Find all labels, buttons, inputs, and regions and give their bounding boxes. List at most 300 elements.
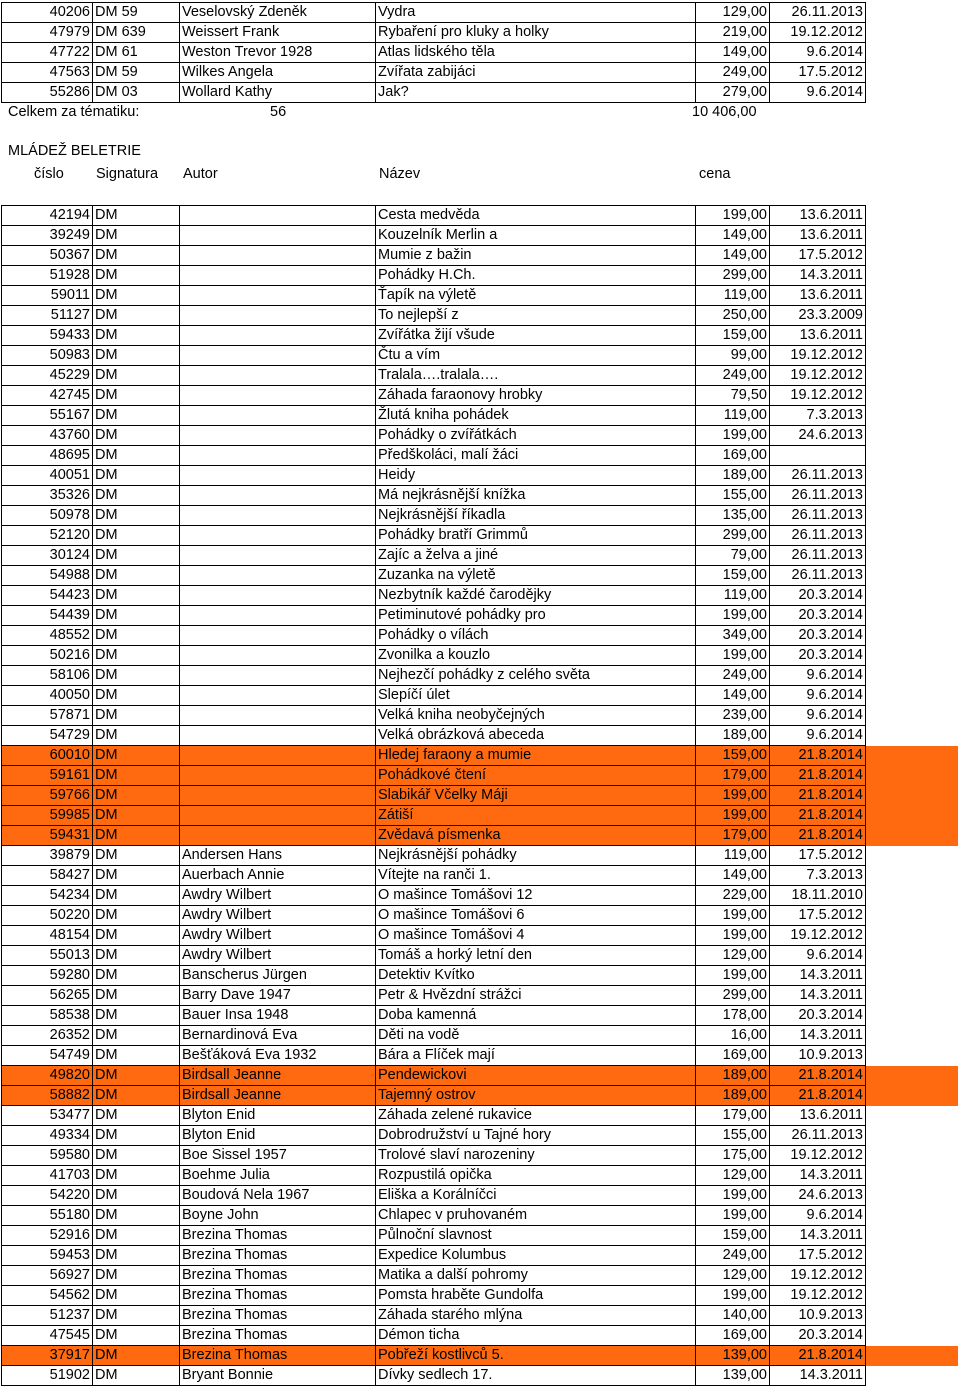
cell-signatura: DM: [93, 506, 180, 526]
cell-autor: Awdry Wilbert: [180, 886, 376, 906]
cell-cena: 129,00: [696, 1166, 770, 1186]
cell-cena: 159,00: [696, 746, 770, 766]
cell-nazev: To nejlepší z: [376, 306, 696, 326]
cell-datum: 17.5.2012: [770, 846, 866, 866]
cell-cislo: 50220: [2, 906, 93, 926]
cell-cislo: 51902: [2, 1366, 93, 1386]
table-row: [2, 1366, 958, 1386]
cell-cislo: 52916: [2, 1226, 93, 1246]
cell-nazev: Slepíčí úlet: [376, 686, 696, 706]
table-row: [2, 846, 958, 866]
cell-cena: 119,00: [696, 406, 770, 426]
cell-autor: [180, 286, 376, 306]
cell-cislo: 55180: [2, 1206, 93, 1226]
cell-datum: 9.6.2014: [770, 726, 866, 746]
cell-nazev: Velká obrázková abeceda: [376, 726, 696, 746]
cell-nazev: Matika a další pohromy: [376, 1266, 696, 1286]
cell-cena: 79,50: [696, 386, 770, 406]
cell-cena: 189,00: [696, 466, 770, 486]
cell-signatura: DM: [93, 1266, 180, 1286]
cell-datum: 21.8.2014: [770, 826, 866, 846]
cell-signatura: DM: [93, 1006, 180, 1026]
cell-nazev: Pohádky H.Ch.: [376, 266, 696, 286]
cell-signatura: DM: [93, 1206, 180, 1226]
cell-datum: [770, 446, 866, 466]
cell-blank: [866, 726, 958, 746]
cell-nazev: Trolové slaví narozeniny: [376, 1146, 696, 1166]
cell-cislo: 58427: [2, 866, 93, 886]
table-row: [2, 966, 958, 986]
cell-autor: Brezina Thomas: [180, 1346, 376, 1366]
cell-nazev: Předškoláci, malí žáci: [376, 446, 696, 466]
cell-autor: [180, 566, 376, 586]
cell-autor: Blyton Enid: [180, 1106, 376, 1126]
books-table: [1, 205, 958, 1386]
cell-datum: 17.5.2012: [770, 246, 866, 266]
cell-datum: 19.12.2012: [770, 366, 866, 386]
cell-blank: [866, 1066, 958, 1086]
cell-nazev: Detektiv Kvítko: [376, 966, 696, 986]
cell-cislo: 56265: [2, 986, 93, 1006]
cell-blank: [866, 1126, 958, 1146]
cell-blank: [866, 806, 958, 826]
cell-blank: [866, 906, 958, 926]
cell-cena: 250,00: [696, 306, 770, 326]
cell-cislo: 55286: [2, 83, 93, 103]
cell-nazev: Slabikář Včelky Máji: [376, 786, 696, 806]
table-row: [2, 1086, 958, 1106]
cell-blank: [866, 946, 958, 966]
cell-cislo: 54220: [2, 1186, 93, 1206]
cell-autor: Weissert Frank: [180, 23, 376, 43]
cell-autor: Brezina Thomas: [180, 1286, 376, 1306]
cell-cena: 199,00: [696, 966, 770, 986]
table-row: [2, 1306, 958, 1326]
cell-datum: 10.9.2013: [770, 1046, 866, 1066]
cell-datum: 9.6.2014: [770, 666, 866, 686]
cell-autor: [180, 346, 376, 366]
table-row: [2, 446, 958, 466]
cell-nazev: Pohádkové čtení: [376, 766, 696, 786]
cell-cislo: 60010: [2, 746, 93, 766]
cell-cislo: 55013: [2, 946, 93, 966]
cell-nazev: Eliška a Korálníčci: [376, 1186, 696, 1206]
cell-nazev: Velká kniha neobyčejných: [376, 706, 696, 726]
cell-cena: 178,00: [696, 1006, 770, 1026]
cell-blank: [866, 446, 958, 466]
cell-autor: Birdsall Jeanne: [180, 1086, 376, 1106]
table-row: [2, 486, 958, 506]
cell-datum: 21.8.2014: [770, 1346, 866, 1366]
cell-blank: [866, 23, 958, 43]
cell-cislo: 54749: [2, 1046, 93, 1066]
cell-autor: Andersen Hans: [180, 846, 376, 866]
cell-cena: 169,00: [696, 1046, 770, 1066]
table-row: [2, 1066, 958, 1086]
cell-cislo: 59580: [2, 1146, 93, 1166]
cell-blank: [866, 1086, 958, 1106]
cell-blank: [866, 1166, 958, 1186]
cell-cislo: 41703: [2, 1166, 93, 1186]
cell-cislo: 47563: [2, 63, 93, 83]
cell-autor: [180, 306, 376, 326]
cell-datum: 21.8.2014: [770, 806, 866, 826]
cell-blank: [866, 1186, 958, 1206]
cell-cislo: 53477: [2, 1106, 93, 1126]
cell-cena: 249,00: [696, 1246, 770, 1266]
cell-nazev: Pohádky o zvířátkách: [376, 426, 696, 446]
cell-blank: [866, 1106, 958, 1126]
cell-datum: 26.11.2013: [770, 526, 866, 546]
cell-blank: [866, 43, 958, 63]
table-row: [2, 346, 958, 366]
table-row: [2, 406, 958, 426]
cell-autor: [180, 726, 376, 746]
cell-autor: Brezina Thomas: [180, 1306, 376, 1326]
cell-cislo: 58106: [2, 666, 93, 686]
cell-cislo: 59011: [2, 286, 93, 306]
table-row: [2, 606, 958, 626]
table-row: [2, 686, 958, 706]
cell-datum: 26.11.2013: [770, 466, 866, 486]
cell-signatura: DM: [93, 1086, 180, 1106]
cell-cislo: 40051: [2, 466, 93, 486]
cell-autor: Bryant Bonnie: [180, 1366, 376, 1386]
cell-autor: Awdry Wilbert: [180, 906, 376, 926]
table-row: [2, 1226, 958, 1246]
cell-datum: 7.3.2013: [770, 866, 866, 886]
cell-signatura: DM 03: [93, 83, 180, 103]
cell-blank: [866, 1286, 958, 1306]
table-row: [2, 826, 958, 846]
cell-cena: 199,00: [696, 426, 770, 446]
cell-cena: 219,00: [696, 23, 770, 43]
cell-signatura: DM: [93, 1326, 180, 1346]
cell-nazev: Hledej faraony a mumie: [376, 746, 696, 766]
cell-blank: [866, 846, 958, 866]
cell-nazev: O mašince Tomášovi 12: [376, 886, 696, 906]
cell-signatura: DM: [93, 926, 180, 946]
cell-nazev: Má nejkrásnější knížka: [376, 486, 696, 506]
cell-signatura: DM: [93, 886, 180, 906]
cell-cena: 189,00: [696, 726, 770, 746]
cell-nazev: Dobrodružství u Tajné hory: [376, 1126, 696, 1146]
cell-cena: 99,00: [696, 346, 770, 366]
cell-cena: 119,00: [696, 286, 770, 306]
cell-signatura: DM: [93, 286, 180, 306]
cell-autor: [180, 606, 376, 626]
cell-cena: 299,00: [696, 526, 770, 546]
cell-signatura: DM: [93, 1106, 180, 1126]
cell-nazev: O mašince Tomášovi 4: [376, 926, 696, 946]
cell-cena: 149,00: [696, 246, 770, 266]
cell-blank: [866, 706, 958, 726]
summary-count: 56: [270, 104, 287, 120]
cell-cena: 129,00: [696, 946, 770, 966]
cell-signatura: DM: [93, 386, 180, 406]
cell-nazev: Nejhezčí pohádky z celého světa: [376, 666, 696, 686]
cell-cislo: 59433: [2, 326, 93, 346]
table-row: [2, 1206, 958, 1226]
cell-cislo: 57871: [2, 706, 93, 726]
cell-datum: 10.9.2013: [770, 1306, 866, 1326]
cell-autor: [180, 386, 376, 406]
cell-datum: 26.11.2013: [770, 566, 866, 586]
cell-autor: Auerbach Annie: [180, 866, 376, 886]
cell-datum: 20.3.2014: [770, 646, 866, 666]
cell-autor: [180, 226, 376, 246]
cell-cislo: 59431: [2, 826, 93, 846]
cell-cislo: 54562: [2, 1286, 93, 1306]
cell-nazev: Bára a Flíček mají: [376, 1046, 696, 1066]
cell-autor: [180, 426, 376, 446]
cell-cislo: 45229: [2, 366, 93, 386]
cell-blank: [866, 226, 958, 246]
cell-datum: 23.3.2009: [770, 306, 866, 326]
table-row: [2, 546, 958, 566]
cell-datum: 21.8.2014: [770, 1066, 866, 1086]
table-row: [2, 1026, 958, 1046]
table-row: [2, 526, 958, 546]
table-row: [2, 1246, 958, 1266]
cell-signatura: DM 61: [93, 43, 180, 63]
cell-autor: [180, 246, 376, 266]
cell-autor: Boyne John: [180, 1206, 376, 1226]
cell-datum: 13.6.2011: [770, 286, 866, 306]
top-table-body: [2, 3, 958, 103]
cell-datum: 19.12.2012: [770, 346, 866, 366]
cell-autor: [180, 766, 376, 786]
table-row: [2, 1286, 958, 1306]
header-nazev: Název: [379, 166, 421, 182]
table-row: [2, 806, 958, 826]
cell-signatura: DM: [93, 746, 180, 766]
cell-cislo: 50367: [2, 246, 93, 266]
table-row: [2, 1146, 958, 1166]
summary-label: Celkem za tématiku:: [8, 104, 140, 120]
cell-signatura: DM: [93, 446, 180, 466]
cell-cena: 199,00: [696, 926, 770, 946]
cell-blank: [866, 1346, 958, 1366]
cell-cena: 299,00: [696, 986, 770, 1006]
table-row: [2, 1046, 958, 1066]
table-row: [2, 1006, 958, 1026]
cell-nazev: Tajemný ostrov: [376, 1086, 696, 1106]
table-row: [2, 206, 958, 226]
cell-blank: [866, 606, 958, 626]
cell-datum: 14.3.2011: [770, 966, 866, 986]
table-row: [2, 666, 958, 686]
cell-datum: 14.3.2011: [770, 1166, 866, 1186]
cell-datum: 20.3.2014: [770, 1006, 866, 1026]
cell-blank: [866, 686, 958, 706]
cell-blank: [866, 766, 958, 786]
cell-datum: 18.11.2010: [770, 886, 866, 906]
cell-autor: [180, 826, 376, 846]
cell-autor: [180, 406, 376, 426]
table-row: [2, 386, 958, 406]
cell-nazev: Tralala….tralala….: [376, 366, 696, 386]
cell-blank: [866, 1226, 958, 1246]
cell-blank: [866, 1246, 958, 1266]
cell-cislo: 43760: [2, 426, 93, 446]
cell-signatura: DM: [93, 486, 180, 506]
cell-autor: [180, 526, 376, 546]
cell-signatura: DM: [93, 806, 180, 826]
cell-cislo: 59453: [2, 1246, 93, 1266]
cell-autor: [180, 446, 376, 466]
cell-signatura: DM: [93, 326, 180, 346]
cell-datum: 17.5.2012: [770, 63, 866, 83]
table-row: [2, 226, 958, 246]
cell-datum: 9.6.2014: [770, 83, 866, 103]
table-row: [2, 766, 958, 786]
section-title: MLÁDEŽ BELETRIE: [8, 143, 141, 159]
cell-datum: 21.8.2014: [770, 1086, 866, 1106]
summary-row: [8, 104, 768, 124]
cell-datum: 13.6.2011: [770, 226, 866, 246]
cell-datum: 19.12.2012: [770, 1286, 866, 1306]
cell-blank: [866, 586, 958, 606]
cell-nazev: Pohádky o vílách: [376, 626, 696, 646]
cell-autor: Brezina Thomas: [180, 1326, 376, 1346]
cell-datum: 9.6.2014: [770, 946, 866, 966]
cell-signatura: DM: [93, 706, 180, 726]
table-row: [2, 1346, 958, 1366]
cell-datum: 21.8.2014: [770, 746, 866, 766]
cell-datum: 14.3.2011: [770, 1026, 866, 1046]
cell-cislo: 47545: [2, 1326, 93, 1346]
cell-cislo: 49820: [2, 1066, 93, 1086]
cell-cislo: 48154: [2, 926, 93, 946]
cell-blank: [866, 83, 958, 103]
cell-nazev: Petr & Hvězdní strážci: [376, 986, 696, 1006]
cell-nazev: Pohádky bratří Grimmů: [376, 526, 696, 546]
table-row: [2, 786, 958, 806]
cell-cena: 249,00: [696, 366, 770, 386]
table-row: [2, 83, 958, 103]
table-row: [2, 506, 958, 526]
cell-datum: 20.3.2014: [770, 1326, 866, 1346]
cell-cena: 199,00: [696, 786, 770, 806]
cell-signatura: DM: [93, 1146, 180, 1166]
cell-autor: [180, 326, 376, 346]
cell-cena: 199,00: [696, 1186, 770, 1206]
cell-signatura: DM: [93, 586, 180, 606]
cell-autor: Awdry Wilbert: [180, 926, 376, 946]
cell-cislo: 40206: [2, 3, 93, 23]
header-cislo: číslo: [34, 166, 64, 182]
cell-cena: 199,00: [696, 646, 770, 666]
table-row: [2, 3, 958, 23]
cell-nazev: Záhada faraonovy hrobky: [376, 386, 696, 406]
cell-cislo: 58538: [2, 1006, 93, 1026]
cell-cislo: 55167: [2, 406, 93, 426]
cell-datum: 26.11.2013: [770, 486, 866, 506]
cell-signatura: DM: [93, 786, 180, 806]
cell-blank: [866, 486, 958, 506]
cell-autor: [180, 206, 376, 226]
cell-autor: Awdry Wilbert: [180, 946, 376, 966]
cell-nazev: Vydra: [376, 3, 696, 23]
cell-datum: 21.8.2014: [770, 766, 866, 786]
cell-cena: 139,00: [696, 1346, 770, 1366]
cell-blank: [866, 63, 958, 83]
cell-nazev: Zajíc a želva a jiné: [376, 546, 696, 566]
table-row: [2, 1266, 958, 1286]
cell-autor: [180, 706, 376, 726]
cell-nazev: Doba kamenná: [376, 1006, 696, 1026]
cell-cena: 16,00: [696, 1026, 770, 1046]
cell-blank: [866, 1306, 958, 1326]
table-row: [2, 266, 958, 286]
table-row: [2, 1126, 958, 1146]
cell-autor: Barry Dave 1947: [180, 986, 376, 1006]
cell-signatura: DM: [93, 426, 180, 446]
cell-autor: [180, 506, 376, 526]
cell-blank: [866, 546, 958, 566]
cell-cislo: 37917: [2, 1346, 93, 1366]
cell-blank: [866, 666, 958, 686]
cell-signatura: DM: [93, 1306, 180, 1326]
cell-signatura: DM: [93, 906, 180, 926]
cell-datum: 14.3.2011: [770, 266, 866, 286]
cell-nazev: Atlas lidského těla: [376, 43, 696, 63]
cell-signatura: DM: [93, 1046, 180, 1066]
cell-nazev: Rybaření pro kluky a holky: [376, 23, 696, 43]
cell-datum: 21.8.2014: [770, 786, 866, 806]
cell-cena: 119,00: [696, 846, 770, 866]
cell-signatura: DM: [93, 866, 180, 886]
cell-autor: [180, 686, 376, 706]
cell-blank: [866, 826, 958, 846]
cell-blank: [866, 386, 958, 406]
cell-autor: Weston Trevor 1928: [180, 43, 376, 63]
cell-datum: 20.3.2014: [770, 606, 866, 626]
cell-blank: [866, 886, 958, 906]
table-row: [2, 1326, 958, 1346]
cell-cena: 129,00: [696, 1266, 770, 1286]
cell-nazev: Děti na vodě: [376, 1026, 696, 1046]
cell-datum: 13.6.2011: [770, 326, 866, 346]
header-autor: Autor: [183, 166, 218, 182]
cell-signatura: DM: [93, 406, 180, 426]
cell-signatura: DM: [93, 1246, 180, 1266]
cell-autor: [180, 646, 376, 666]
summary-total: 10 406,00: [692, 104, 757, 120]
cell-blank: [866, 1366, 958, 1386]
cell-autor: Boe Sissel 1957: [180, 1146, 376, 1166]
cell-autor: Brezina Thomas: [180, 1226, 376, 1246]
cell-cena: 155,00: [696, 1126, 770, 1146]
cell-cislo: 50978: [2, 506, 93, 526]
cell-cislo: 48695: [2, 446, 93, 466]
cell-autor: [180, 626, 376, 646]
cell-blank: [866, 1266, 958, 1286]
cell-nazev: Petiminutové pohádky pro: [376, 606, 696, 626]
cell-cena: 249,00: [696, 666, 770, 686]
cell-nazev: Mumie z bažin: [376, 246, 696, 266]
cell-cislo: 42745: [2, 386, 93, 406]
cell-signatura: DM 59: [93, 3, 180, 23]
cell-signatura: DM: [93, 626, 180, 646]
cell-cislo: 47722: [2, 43, 93, 63]
cell-datum: 24.6.2013: [770, 1186, 866, 1206]
table-row: [2, 946, 958, 966]
cell-cena: 199,00: [696, 906, 770, 926]
cell-datum: 26.11.2013: [770, 1126, 866, 1146]
cell-nazev: Zvědavá písmenka: [376, 826, 696, 846]
